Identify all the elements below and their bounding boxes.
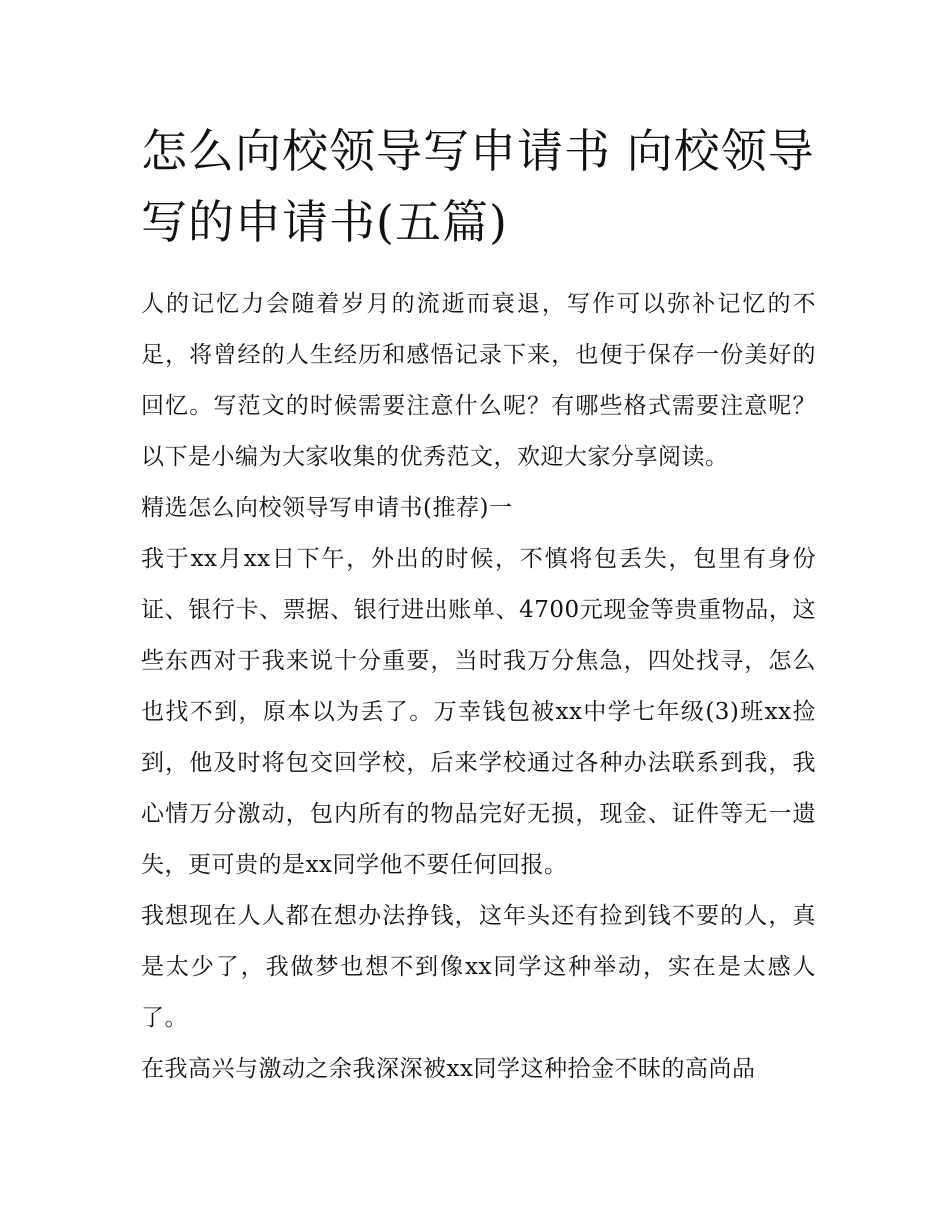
section-heading: 精选怎么向校领导写申请书(推荐)一 (141, 495, 513, 521)
body-paragraph: 我于xx月xx日下午，外出的时候，不慎将包丢失，包里有身份证、银行卡、票据、银行进出账单、4700元现金等贵重物品，这些东西对于我来说十分重要，当时我万分焦急，四处找寻，怎么也找不到，原本以为丢了。万幸钱包被xx中学七年级(3)班xx捡到，他及时将包交回学校，后来学校通过各种办法联系到我，我心情万分激动，包内所有的物品完好无损，现金、证件等无一遗失，更可贵的是xx同学他不要任何回报。 (141, 546, 816, 878)
document-title: 怎么向校领导写申请书 向校领导写的申请书(五篇) (141, 124, 815, 249)
body-paragraph: 在我高兴与激动之余我深深被xx同学这种拾金不昧的高尚品 (141, 1056, 756, 1082)
body-paragraph: 我想现在人人都在想办法挣钱，这年头还有捡到钱不要的人，真是太少了，我做梦也想不到像xx同学这种举动，实在是太感人了。 (141, 903, 816, 1031)
intro-paragraph: 人的记忆力会随着岁月的流逝而衰退，写作可以弥补记忆的不足，将曾经的人生经历和感悟记录下来，也便于保存一份美好的回忆。写范文的时候需要注意什么呢？有哪些格式需要注意呢？以下是小编为大家收集的优秀范文，欢迎大家分享阅读。 (141, 291, 816, 470)
document-body (141, 279, 816, 1095)
